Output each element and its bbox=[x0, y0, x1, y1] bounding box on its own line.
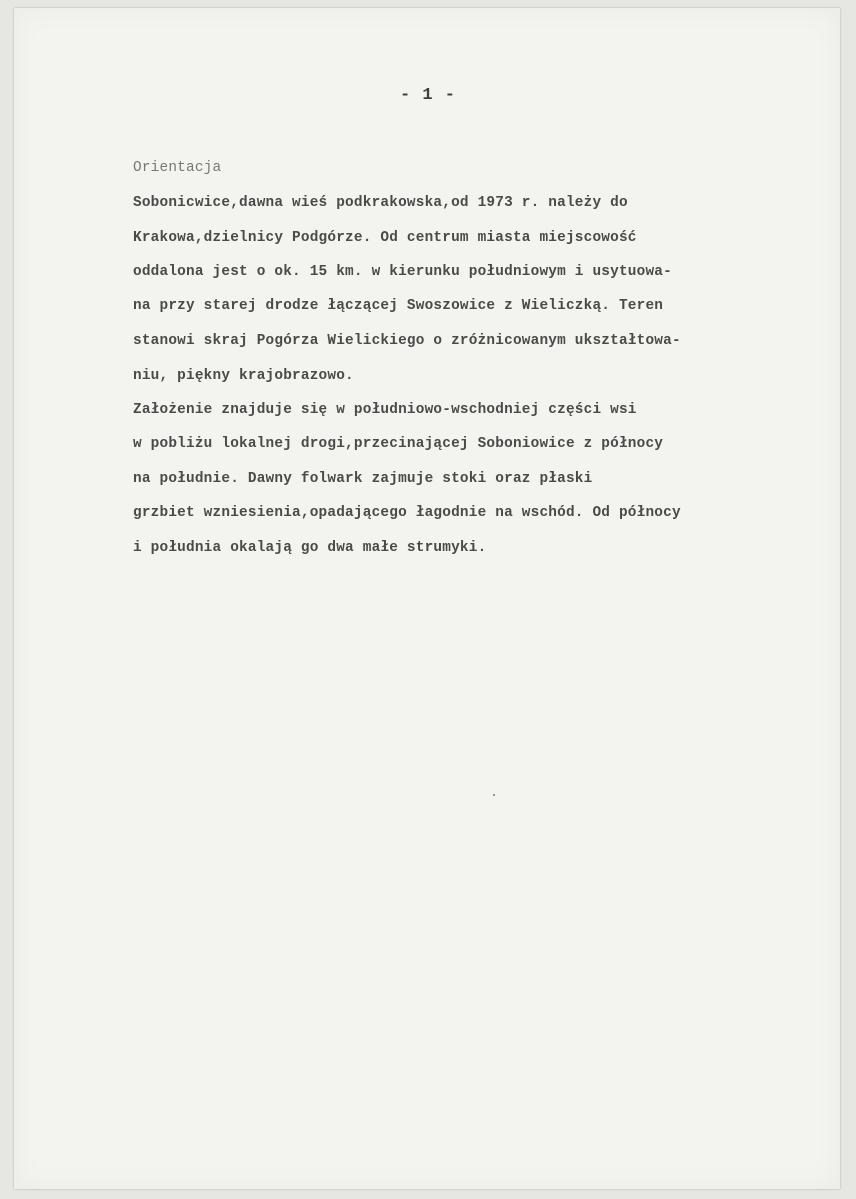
paper-sheet bbox=[14, 8, 840, 1189]
page-number: - 1 - bbox=[399, 86, 456, 105]
paragraph-2-line-2: w pobliżu lokalnej drogi,przecinającej Soboniowice z północy bbox=[133, 436, 664, 452]
paper-speck bbox=[493, 794, 495, 796]
paragraph-1-line-4: na przy starej drodze łączącej Swoszowice z Wieliczką. Teren bbox=[133, 298, 664, 314]
paragraph-2-line-5: i południa okalają go dwa małe strumyki. bbox=[133, 540, 487, 556]
paragraph-1-line-6: niu, piękny krajobrazowo. bbox=[133, 368, 354, 384]
paragraph-1-line-3: oddalona jest o ok. 15 km. w kierunku południowym i usytuowa- bbox=[133, 264, 672, 280]
paragraph-2-line-4: grzbiet wzniesienia,opadającego łagodnie na wschód. Od północy bbox=[133, 505, 681, 521]
paragraph-1-line-1: Sobonicwice,dawna wieś podkrakowska,od 1973 r. należy do bbox=[133, 195, 628, 211]
paragraph-2-line-3: na południe. Dawny folwark zajmuje stoki oraz płaski bbox=[133, 471, 593, 487]
paragraph-1-line-2: Krakowa,dzielnicy Podgórze. Od centrum miasta miejscowość bbox=[133, 230, 637, 246]
section-heading: Orientacja bbox=[133, 160, 222, 176]
paragraph-1-line-5: stanowi skraj Pogórza Wielickiego o zróżnicowanym ukształtowa- bbox=[133, 333, 681, 349]
paragraph-2-line-1: Założenie znajduje się w południowo-wschodniej części wsi bbox=[133, 402, 637, 418]
